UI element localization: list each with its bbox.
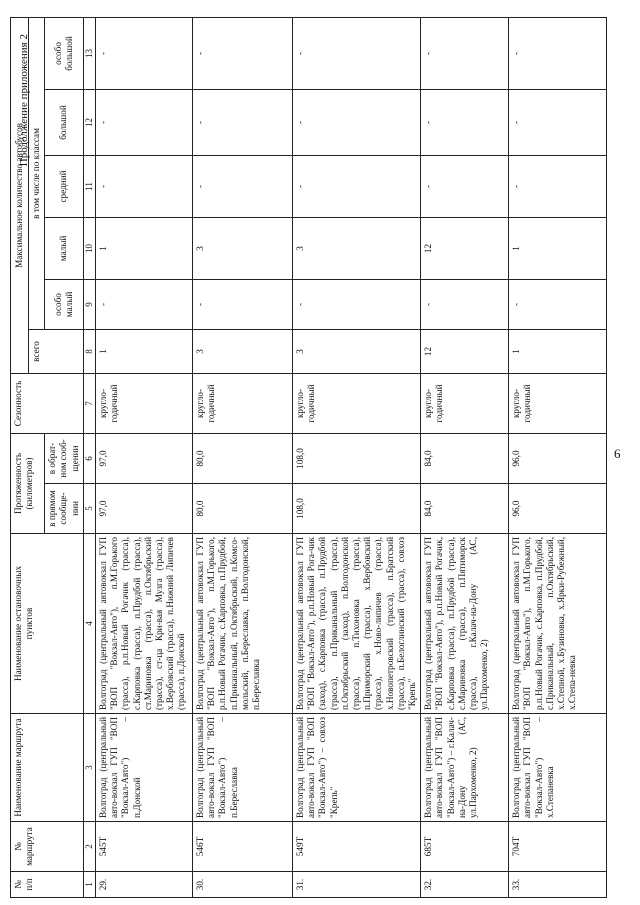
seasonality: кругло-годичный: [192, 373, 292, 433]
header-total: всего: [29, 329, 84, 373]
buses-large: -: [421, 89, 509, 155]
buses-extra-small: -: [421, 279, 509, 329]
row-number: 31.: [292, 872, 420, 898]
buses-extra-small: -: [95, 279, 192, 329]
route-number: 545Т: [95, 822, 192, 872]
row-number: 32.: [421, 872, 509, 898]
buses-large: -: [192, 89, 292, 155]
routes-table: [10, 17, 607, 898]
header-extra-large: особо большой: [45, 17, 84, 89]
length-backward: 97,0: [95, 433, 192, 483]
buses-small: 3: [292, 217, 420, 279]
table-row: [292, 17, 420, 897]
header-route-name: Наименование маршрута: [11, 714, 84, 822]
column-number: 6: [83, 433, 95, 483]
table-row: [192, 17, 292, 897]
column-number: 8: [83, 329, 95, 373]
row-number: 29.: [95, 872, 192, 898]
length-backward: 80,0: [192, 433, 292, 483]
column-number: 13: [83, 17, 95, 89]
header-small: малый: [45, 217, 84, 279]
route-name: Волгоград (центральный авто-вокзал ГУП "ВОП "Вокзал-Авто") – х.Степаневка: [509, 714, 607, 822]
header-stops: Наименование остановочных пунктов: [11, 534, 84, 714]
column-number: 3: [83, 714, 95, 822]
route-name: Волгоград (центральный авто-вокзал ГУП "ВОП "Вокзал-Авто") – г.Калач-на-Дону (АС, ул.Пархоменко, 2): [421, 714, 509, 822]
route-number: 549Т: [292, 822, 420, 872]
route-name: Волгоград (центральный авто-вокзал ГУП "ВОП "Вокзал-Авто") – п.Береславка: [192, 714, 292, 822]
buses-small: 1: [95, 217, 192, 279]
column-number: 12: [83, 89, 95, 155]
length-forward: 97,0: [95, 484, 192, 534]
route-name: Волгоград (центральный авто-вокзал ГУП "ВОП "Вокзал-Авто") – совхоз "Крепь": [292, 714, 420, 822]
length-forward: 84,0: [421, 484, 509, 534]
buses-medium: -: [192, 155, 292, 217]
buses-total: 3: [192, 329, 292, 373]
row-number: 33.: [509, 872, 607, 898]
buses-extra-small: -: [192, 279, 292, 329]
header-medium: средний: [45, 155, 84, 217]
length-backward: 84,0: [421, 433, 509, 483]
buses-large: -: [95, 89, 192, 155]
seasonality: кругло-годичный: [292, 373, 420, 433]
buses-small: 12: [421, 217, 509, 279]
buses-total: 3: [292, 329, 420, 373]
page-number: 6: [614, 446, 621, 461]
seasonality: кругло-годичный: [509, 373, 607, 433]
buses-extra-large: -: [95, 17, 192, 89]
column-numbers-row: [83, 17, 95, 897]
route-stops: Волгоград (центральный автовокзал ГУП "ВОП "Вокзал-Авто"), п.М.Горького (трасса), р.п.Новый Рогачик (трасса), с.Карповка (трасса), п.Прудбой (трасса), ст.Мариновка (трасса), п.Октябрьский (трасса), ст-ца Кри-вая Музга (трасса), х.Вербовский (трасса), п.Нижний Липичев (трасса), п.Донской: [95, 534, 192, 714]
buses-large: -: [509, 89, 607, 155]
header-extra-small: особо малый: [45, 279, 84, 329]
buses-total: 12: [421, 329, 509, 373]
header-season: Сезонность: [11, 373, 84, 433]
buses-extra-small: -: [509, 279, 607, 329]
route-name: Волгоград (центральный авто-вокзал ГУП "ВОП "Вокзал-Авто") – п.Донской: [95, 714, 192, 822]
column-number: 7: [83, 373, 95, 433]
buses-medium: -: [95, 155, 192, 217]
buses-medium: -: [421, 155, 509, 217]
route-number: 685Т: [421, 822, 509, 872]
length-backward: 96,0: [509, 433, 607, 483]
buses-extra-large: -: [421, 17, 509, 89]
header-n: № п/п: [11, 872, 84, 898]
table-row: [95, 17, 192, 897]
table-row: [421, 17, 509, 897]
buses-large: -: [292, 89, 420, 155]
buses-extra-small: -: [292, 279, 420, 329]
column-number: 9: [83, 279, 95, 329]
header-length: Протяженность (километров): [11, 433, 45, 533]
buses-medium: -: [292, 155, 420, 217]
header-length-fwd: в прямом сообще- нии: [45, 484, 84, 534]
header-route-no: № маршрута: [11, 822, 84, 872]
route-stops: Волгоград (центральный автовокзал ГУП "ВОП "Вокзал-Авто"), п.М.Горького, р.п.Новый Рогачик, с.Карповка, п.Прудбой, п.Приканальный, п.Октябрьский, п.Комсо-мольский, п.Береславка, п.Волгодонской, п.Береславка: [192, 534, 292, 714]
column-number: 11: [83, 155, 95, 217]
header-length-back: в обрат- ном сооб- щении: [45, 433, 84, 483]
length-forward: 80,0: [192, 484, 292, 534]
seasonality: кругло-годичный: [421, 373, 509, 433]
buses-extra-large: -: [292, 17, 420, 89]
column-number: 10: [83, 217, 95, 279]
buses-total: 1: [509, 329, 607, 373]
row-number: 30.: [192, 872, 292, 898]
table-header: [11, 17, 96, 897]
buses-extra-large: -: [509, 17, 607, 89]
length-forward: 108,0: [292, 484, 420, 534]
route-number: 704Т: [509, 822, 607, 872]
column-number: 1: [83, 872, 95, 898]
appendix-caption: Продолжение приложения 2: [18, 34, 30, 167]
route-number: 546Т: [192, 822, 292, 872]
column-number: 2: [83, 822, 95, 872]
length-backward: 108,0: [292, 433, 420, 483]
column-number: 4: [83, 534, 95, 714]
buses-small: 3: [192, 217, 292, 279]
buses-small: 1: [509, 217, 607, 279]
column-number: 5: [83, 484, 95, 534]
header-large: большой: [45, 89, 84, 155]
route-stops: Волгоград (центральный автовокзал ГУП "ВОП "Вокзал-Авто"), р.п.Новый Рога-чик (заход), с.Карповка (трасса), п.Прудбой (трасса), п.Приканальный (трасса), п.Октябрьский (заход), п.Волгодонской (трасса), п.Тихоновка (трасса), п.Приморский (трасса), х.Вербовский (трасса), х.Ново-липичев (трасса), х.Новопетровский (трасса), п.Братский (трасса), п.Белоглинский (трасса), совхоз "Крепь": [292, 534, 420, 714]
length-forward: 96,0: [509, 484, 607, 534]
buses-extra-large: -: [192, 17, 292, 89]
table-row: [509, 17, 607, 897]
buses-medium: -: [509, 155, 607, 217]
routes-body: [95, 17, 606, 897]
route-stops: Волгоград (центральный автовокзал ГУП "ВОП "Вокзал-Авто"), р.п.Новый Рогачик, с.Карповка (трасса), п.Прудбой (трасса), с.Мариновка (трасса), п.Пятиморск (трасса), г.Калач-на-Дону (АС, ул.Пархоменко, 2): [421, 534, 509, 714]
buses-total: 1: [95, 329, 192, 373]
seasonality: кругло-годичный: [95, 373, 192, 433]
route-stops: Волгоград (центральный автовокзал ГУП "ВОП "Вокзал-Авто"), п.М.Горького, р.п.Новый Рогачик, с.Карповка, п.Прудбой, с.Приканальный, п.Октябрьский, х.Степной, х.Бузиновка, х.Ярки-Рубежный, х.Степа-невка: [509, 534, 607, 714]
header-by-class: в том числе по классам: [29, 17, 45, 329]
header-max-buses: Максимальное количество автобусов: [11, 17, 29, 373]
